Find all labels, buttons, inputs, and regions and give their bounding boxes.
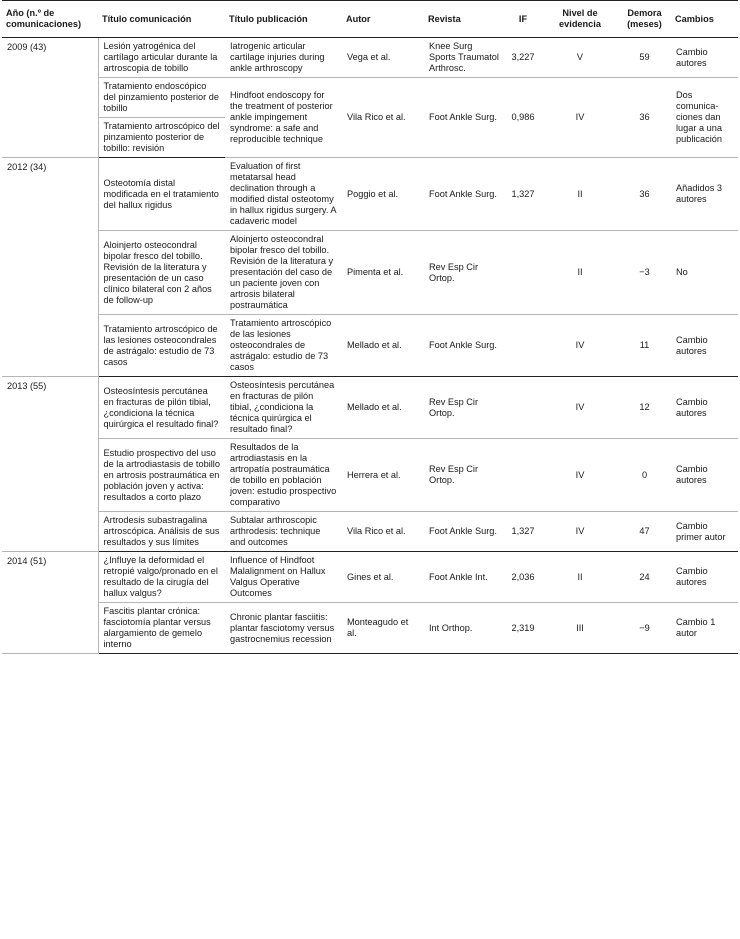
- header-if: IF: [504, 1, 542, 38]
- changes-cell: No: [671, 231, 738, 315]
- delay-cell: 12: [618, 377, 671, 439]
- comm-title-cell: Tratamiento endoscópico del pinzamiento posterior de tobillo: [98, 78, 225, 118]
- evidence-cell: IV: [542, 78, 618, 158]
- if-cell: 3,227: [504, 38, 542, 78]
- author-cell: Pimenta et al.: [342, 231, 424, 315]
- header-comm-title: Título comunicación: [98, 1, 225, 38]
- year-cell: 2014 (51): [2, 552, 98, 654]
- journal-cell: Foot Ankle Int.: [424, 552, 504, 603]
- table-row: [2, 78, 738, 118]
- author-cell: Vega et al.: [342, 38, 424, 78]
- journal-cell: Rev Esp Cir Ortop.: [424, 439, 504, 512]
- evidence-cell: IV: [542, 512, 618, 552]
- evidence-cell: II: [542, 231, 618, 315]
- comm-title-cell: Tratamiento artroscópico del pinzamiento posterior de tobillo: revisión: [98, 118, 225, 158]
- evidence-cell: II: [542, 552, 618, 603]
- header-evidence: Nivel de evidencia: [542, 1, 618, 38]
- journal-cell: Foot Ankle Surg.: [424, 78, 504, 158]
- changes-cell: Cambio 1 autor: [671, 603, 738, 654]
- if-cell: 0,986: [504, 78, 542, 158]
- pub-title-cell: Iatrogenic articular cartilage injuries during ankle arthroscopy: [225, 38, 342, 78]
- evidence-cell: IV: [542, 439, 618, 512]
- delay-cell: 24: [618, 552, 671, 603]
- pub-title-cell: Subtalar arthroscopic arthrodesis: technique and outcomes: [225, 512, 342, 552]
- table-row: [2, 38, 738, 78]
- journal-cell: Foot Ankle Surg.: [424, 158, 504, 231]
- comm-title-cell: ¿Influye la deformidad el retropié valgo/pronado en el resultado de la cirugía del hallux valgus?: [98, 552, 225, 603]
- pub-title-cell: Resultados de la artrodiastasis en la artropatía postraumática de tobillo en población joven: estudio prospectivo comparativo: [225, 439, 342, 512]
- evidence-cell: IV: [542, 315, 618, 377]
- comm-title-cell: Fascitis plantar crónica: fasciotomía plantar versus alargamiento de gemelo interno: [98, 603, 225, 654]
- year-cell: 2013 (55): [2, 377, 98, 552]
- author-cell: Mellado et al.: [342, 377, 424, 439]
- header-year: Año (n.º de comunicaciones): [2, 1, 98, 38]
- author-cell: Mellado et al.: [342, 315, 424, 377]
- year-cell: 2012 (34): [2, 158, 98, 377]
- pub-title-cell: Aloinjerto osteocondral bipolar fresco del tobillo. Revisión de la literatura y presentación del caso de un paciente joven con artrosis bilateral postraumática: [225, 231, 342, 315]
- journal-cell: Knee Surg Sports Traumatol Arthrosc.: [424, 38, 504, 78]
- changes-cell: Cambio autores: [671, 552, 738, 603]
- if-cell: [504, 439, 542, 512]
- table-row: [2, 512, 738, 552]
- changes-cell: Cambio primer autor: [671, 512, 738, 552]
- journal-cell: Int Orthop.: [424, 603, 504, 654]
- comm-title-cell: Estudio prospectivo del uso de la artrodiastasis de tobillo en artrosis postraumática en población joven y activa: resultados a corto plazo: [98, 439, 225, 512]
- changes-cell: Cambio autores: [671, 439, 738, 512]
- delay-cell: 11: [618, 315, 671, 377]
- if-cell: 2,319: [504, 603, 542, 654]
- table-row: [2, 377, 738, 439]
- journal-cell: Foot Ankle Surg.: [424, 512, 504, 552]
- delay-cell: 36: [618, 158, 671, 231]
- evidence-cell: IV: [542, 377, 618, 439]
- delay-cell: 0: [618, 439, 671, 512]
- delay-cell: −9: [618, 603, 671, 654]
- journal-cell: Rev Esp Cir Ortop.: [424, 231, 504, 315]
- header-pub-title: Título publicación: [225, 1, 342, 38]
- table-row: [2, 158, 738, 231]
- comm-title-cell: Osteosíntesis percutánea en fracturas de pilón tibial, ¿condiciona la técnica quirúrgica el resultado final?: [98, 377, 225, 439]
- changes-cell: Cambio autores: [671, 315, 738, 377]
- author-cell: Herrera et al.: [342, 439, 424, 512]
- pub-title-cell: Tratamiento artroscópico de las lesiones osteocondrales de astrágalo: estudio de 73 casos: [225, 315, 342, 377]
- pub-title-cell: Influence of Hindfoot Malalignment on Hallux Valgus Operative Outcomes: [225, 552, 342, 603]
- pub-title-cell: Evaluation of first metatarsal head declination through a modified distal osteotomy in hallux rigidus surgery. A cadaveric model: [225, 158, 342, 231]
- author-cell: Poggio et al.: [342, 158, 424, 231]
- if-cell: [504, 377, 542, 439]
- comm-title-cell: Lesión yatrogénica del cartílago articular durante la artroscopia de tobillo: [98, 38, 225, 78]
- comm-title-cell: Osteotomía distal modificada en el tratamiento del hallux rigidus: [98, 158, 225, 231]
- changes-cell: Dos comunica-ciones dan lugar a una publicación: [671, 78, 738, 158]
- if-cell: [504, 315, 542, 377]
- comm-title-cell: Tratamiento artroscópico de las lesiones osteocondrales de astrágalo: estudio de 73 casos: [98, 315, 225, 377]
- pub-title-cell: Chronic plantar fasciitis: plantar fasciotomy versus gastrocnemius recession: [225, 603, 342, 654]
- changes-cell: Cambio autores: [671, 38, 738, 78]
- comm-title-cell: Artrodesis subastragalina artroscópica. Análisis de sus resultados y sus límites: [98, 512, 225, 552]
- table-row: [2, 603, 738, 654]
- changes-cell: Cambio autores: [671, 377, 738, 439]
- evidence-cell: II: [542, 158, 618, 231]
- evidence-cell: III: [542, 603, 618, 654]
- if-cell: [504, 231, 542, 315]
- journal-cell: Foot Ankle Surg.: [424, 315, 504, 377]
- comm-title-cell: Aloinjerto osteocondral bipolar fresco del tobillo. Revisión de la literatura y presentación de un caso clínico bilateral con 2 años de follow-up: [98, 231, 225, 315]
- year-cell: 2009 (43): [2, 38, 98, 158]
- author-cell: Vila Rico et al.: [342, 512, 424, 552]
- changes-cell: Añadidos 3 autores: [671, 158, 738, 231]
- if-cell: 1,327: [504, 158, 542, 231]
- table-row: [2, 315, 738, 377]
- table-row: [2, 439, 738, 512]
- publications-table: [2, 0, 738, 654]
- pub-title-cell: Hindfoot endoscopy for the treatment of posterior ankle impingement syndrome: a safe and reproducible technique: [225, 78, 342, 158]
- header-row: [2, 1, 738, 38]
- delay-cell: 47: [618, 512, 671, 552]
- if-cell: 2,036: [504, 552, 542, 603]
- if-cell: 1,327: [504, 512, 542, 552]
- header-changes: Cambios: [671, 1, 738, 38]
- delay-cell: 36: [618, 78, 671, 158]
- pub-title-cell: Osteosíntesis percutánea en fracturas de pilón tibial, ¿condiciona la técnica quirúrgica el resultado final?: [225, 377, 342, 439]
- author-cell: Monteagudo et al.: [342, 603, 424, 654]
- journal-cell: Rev Esp Cir Ortop.: [424, 377, 504, 439]
- author-cell: Gines et al.: [342, 552, 424, 603]
- evidence-cell: V: [542, 38, 618, 78]
- table-row: [2, 231, 738, 315]
- delay-cell: −3: [618, 231, 671, 315]
- header-journal: Revista: [424, 1, 504, 38]
- header-author: Autor: [342, 1, 424, 38]
- table-row: [2, 552, 738, 603]
- author-cell: Vila Rico et al.: [342, 78, 424, 158]
- delay-cell: 59: [618, 38, 671, 78]
- header-delay: Demora (meses): [618, 1, 671, 38]
